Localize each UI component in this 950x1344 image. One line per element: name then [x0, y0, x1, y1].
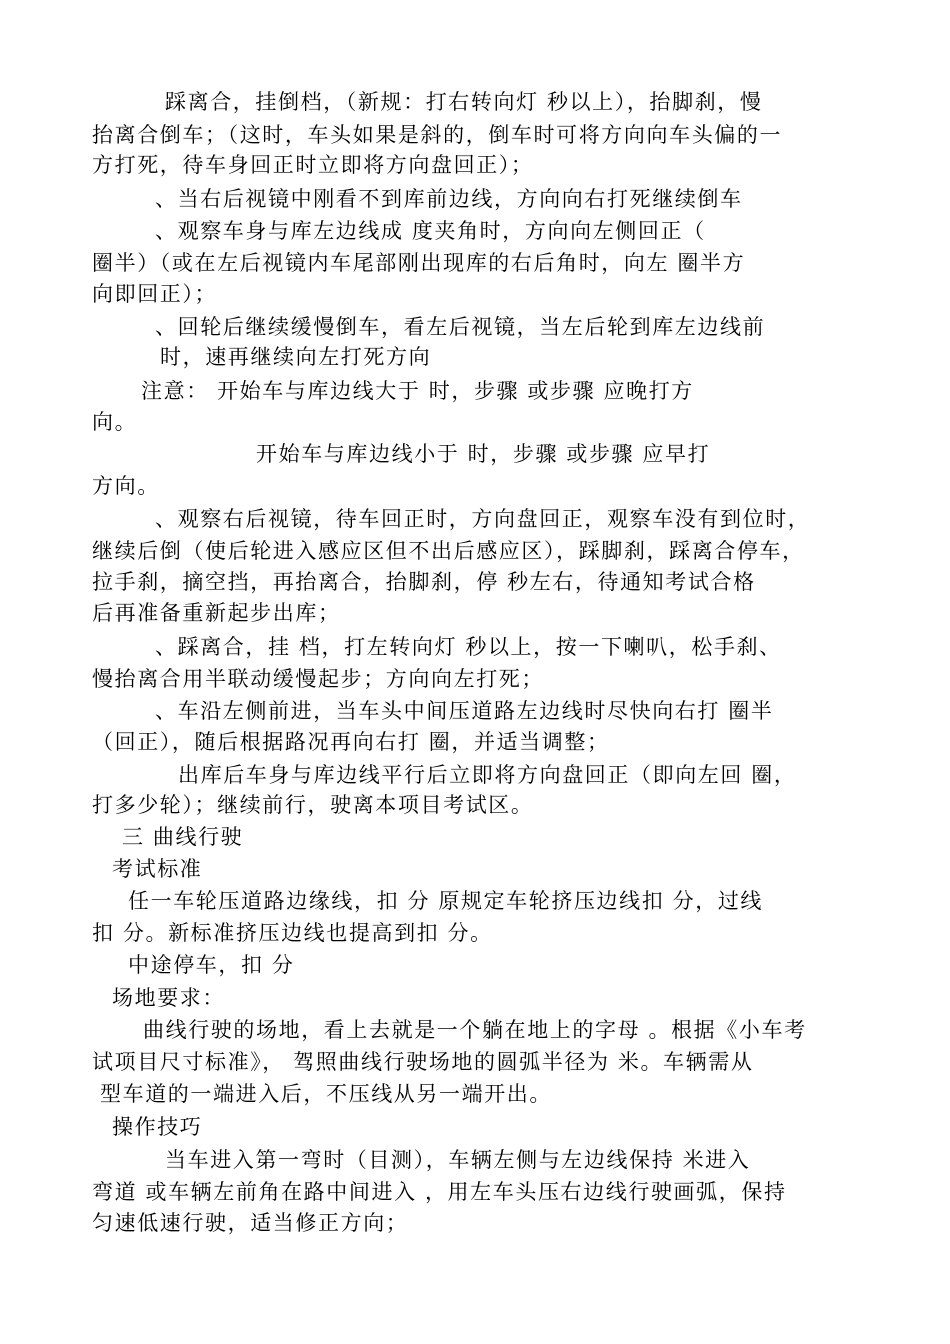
text-line: 任一车轮压道路边缘线，扣 分 原规定车轮挤压边线扣 分，过线: [128, 889, 764, 913]
text-line: 匀速低速行驶，适当修正方向；: [92, 1211, 409, 1235]
text-line: 扣 分。新标准挤压边线也提高到扣 分。: [92, 921, 493, 945]
text-line: 时，速再继续向左打死方向: [160, 345, 432, 369]
text-line: （回正），随后根据路况再向右打 圈，并适当调整；: [92, 730, 610, 754]
text-line: 方打死，待车身回正时立即将方向盘回正）；: [92, 153, 534, 177]
text-line: 后再准备重新起步出库；: [92, 601, 341, 625]
text-line: 、当右后视镜中刚看不到库前边线，方向向右打死继续倒车: [155, 187, 743, 211]
text-line: 弯道 或车辆左前角在路中间进入 ，用左车头压右边线行驶画弧，保持: [92, 1180, 787, 1204]
subsection-heading: 操作技巧: [112, 1115, 203, 1139]
text-line: 打多少轮）；继续前行，驶离本项目考试区。: [92, 793, 534, 817]
text-line: 继续后倒（使后轮进入感应区但不出后感应区），踩脚刹，踩离合停车，: [92, 539, 805, 563]
subsection-heading: 考试标准: [112, 857, 203, 881]
text-line: 、回轮后继续缓慢倒车，看左后视镜，当左后轮到库左边线前: [155, 315, 766, 339]
text-line: 向。: [92, 410, 138, 434]
text-line: 注意： 开始车与库边线大于 时，步骤 或步骤 应晚打方: [141, 379, 694, 403]
text-line: 当车进入第一弯时（目测），车辆左侧与左边线保持 米进入: [165, 1148, 751, 1172]
text-line: 型车道的一端进入后，不压线从另一端开出。: [100, 1082, 552, 1106]
text-line: 、车沿左侧前进，当车头中间压道路左边线时尽快向右打 圈半: [155, 699, 774, 723]
text-line: 试项目尺寸标准》， 驾照曲线行驶场地的圆弧半径为 米。车辆需从: [92, 1050, 754, 1074]
text-line: 方向。: [92, 474, 160, 498]
text-line: 、踩离合，挂 档，打左转向灯 秒以上，按一下喇叭，松手刹、: [155, 635, 782, 659]
text-line: 圈半）（或在左后视镜内车尾部刚出现库的右后角时，向左 圈半方: [92, 251, 746, 275]
text-line: 中途停车，扣 分: [128, 953, 295, 977]
text-line: 出库后车身与库边线平行后立即将方向盘回正（即向左回 圈，: [178, 763, 797, 787]
text-line: 慢抬离合用半联动缓慢起步；方向向左打死；: [92, 667, 544, 691]
text-line: 、观察右后视镜，待车回正时，方向盘回正，观察车没有到位时，: [155, 507, 811, 531]
text-line: 、观察车身与库左边线成 度夹角时，方向向左侧回正（: [155, 219, 706, 243]
text-line: 向即回正）；: [92, 282, 218, 306]
text-line: 抬离合倒车；（这时，车头如果是斜的，倒车时可将方向向车头偏的一: [92, 123, 783, 147]
text-line: 拉手刹，摘空挡，再抬离合，抬脚刹，停 秒左右，待通知考试合格: [92, 570, 756, 594]
text-line: 踩离合，挂倒档，（新规：打右转向灯 秒以上），抬脚刹，慢: [165, 90, 763, 114]
subsection-heading: 场地要求：: [112, 986, 225, 1010]
section-heading: 三 曲线行驶: [122, 825, 244, 849]
text-line: 曲线行驶的场地，看上去就是一个躺在地上的字母 。根据《小车考: [143, 1018, 807, 1042]
text-line: 开始车与库边线小于 时，步骤 或步骤 应早打: [256, 442, 711, 466]
